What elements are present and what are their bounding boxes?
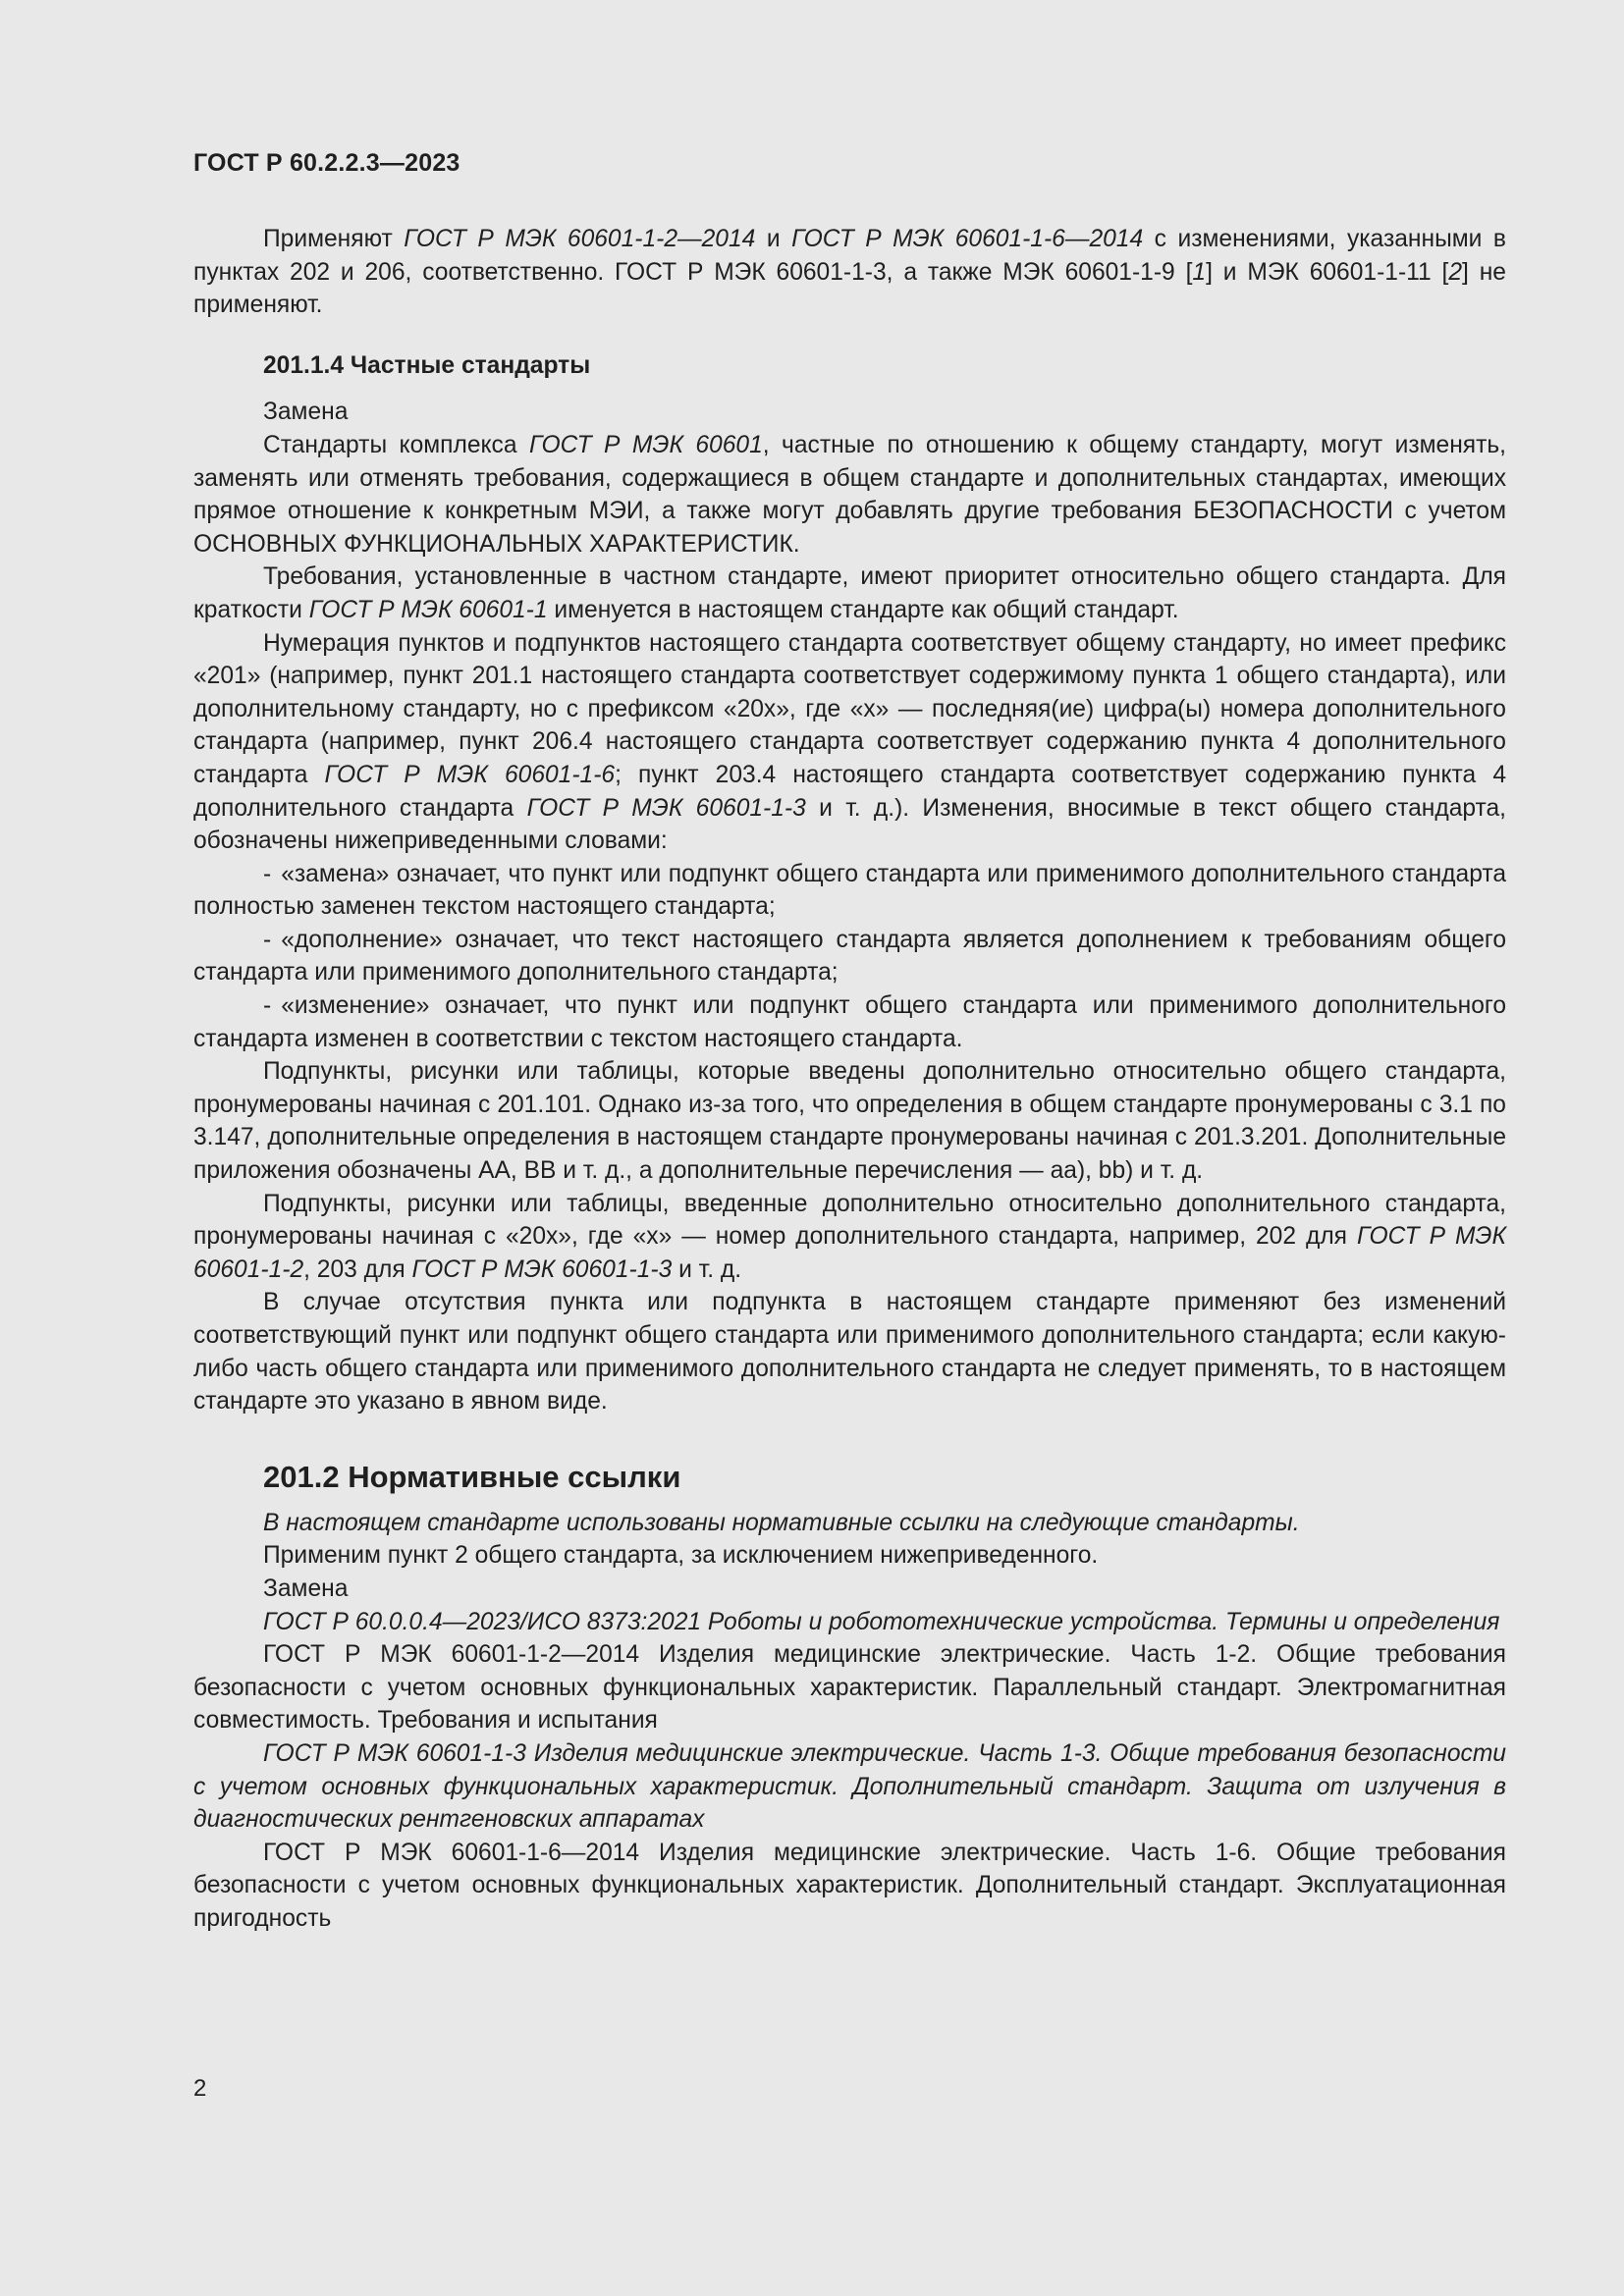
paragraph-priority xyxy=(193,561,1506,626)
list-item: - «замена» означает, что пункт или подпункт общего стандарта или применимого дополнительного стандарта полностью заменен текстом настоящего стандарта; xyxy=(193,860,1506,921)
paragraph-standards xyxy=(193,429,1506,561)
text-run: Стандарты комплекса xyxy=(263,431,529,458)
paragraph-subclauses-additional xyxy=(193,1188,1506,1287)
italic-run: ГОСТ Р МЭК 60601-1-6 xyxy=(324,761,616,788)
replacement-label: Замена xyxy=(263,1575,349,1602)
text-run: ; пункт 203.4 настоящего стандарта соответствует содержанию пункта 4 дополнительного стандарта xyxy=(193,761,1506,822)
section-heading-201-1-4: 201.1.4 Частные стандарты xyxy=(263,351,591,379)
document-body xyxy=(193,223,1506,1936)
document-page xyxy=(193,0,1506,2296)
reference-item: ГОСТ Р МЭК 60601-1-2—2014 Изделия медицинские электрические. Часть 1-2. Общие требования безопасности с учетом основных функциональных характеристик. Параллельный стандарт. Электромагнитная совместимость. Требования и испытания xyxy=(193,1641,1506,1735)
document-header: ГОСТ Р 60.2.2.3—2023 xyxy=(193,149,460,177)
text-run: , частные по отношению к общему стандарту, могут изменять, заменять или отменять требования, содержащиеся в общем стандарте и дополнительных стандартах, имеющих прямое отношение к конкретным МЭИ, а также могут добавлять другие требования БЕЗОПАСНОСТИ с учетом ОСНОВНЫХ ФУНКЦИОНАЛЬНЫХ ХАРАКТЕРИСТИК. xyxy=(193,431,1506,558)
italic-run: ГОСТ Р МЭК 60601-1 xyxy=(308,596,548,623)
paragraph-intro xyxy=(193,223,1506,322)
text-run: Применяют xyxy=(263,226,405,252)
text-run: и xyxy=(755,226,792,252)
list-dash: - xyxy=(263,992,272,1020)
section-heading-201-2: 201.2 Нормативные ссылки xyxy=(263,1459,681,1494)
italic-run: ГОСТ Р МЭК 60601 xyxy=(528,431,763,458)
paragraph-references-intro: В настоящем стандарте использованы нормативные ссылки на следующие стандарты. xyxy=(263,1509,1300,1536)
text-run: ] не применяют. xyxy=(193,258,1506,319)
text-run: Требования, установленные в частном стандарте, имеют приоритет относительно общего стандарта. Для краткости xyxy=(193,563,1506,623)
reference-item: ГОСТ Р МЭК 60601-1-6—2014 Изделия медицинские электрические. Часть 1-6. Общие требования безопасности с учетом основных функциональных характеристик. Дополнительный стандарт. Эксплуатационная пригодность xyxy=(193,1839,1506,1932)
paragraph-apply: Применим пункт 2 общего стандарта, за исключением нижеприведенного. xyxy=(263,1542,1099,1570)
list-item: - «изменение» означает, что пункт или подпункт общего стандарта или применимого дополнительного стандарта изменен в соответствии с текстом настоящего стандарта. xyxy=(193,992,1506,1052)
text-run: Подпункты, рисунки или таблицы, введенные дополнительно относительно дополнительного стандарта, пронумерованы начиная с «20х», где «х» — номер дополнительного стандарта, например, 202 для xyxy=(193,1190,1506,1251)
paragraph-absence: В случае отсутствия пункта или подпункта в настоящем стандарте применяют без изменений соответствующий пункт или подпункт общего стандарта или применимого дополнительного стандарта; если какую-либо часть общего стандарта или применимого дополнительного стандарта не следует применять, то в настоящем стандарте это указано в явном виде. xyxy=(193,1289,1506,1415)
italic-run: ГОСТ Р МЭК 60601-1-2 xyxy=(193,1223,1506,1283)
reference-item: ГОСТ Р 60.0.0.4—2023/ИСО 8373:2021 Роботы и робототехнические устройства. Термины и определения xyxy=(263,1608,1500,1635)
replacement-label: Замена xyxy=(263,399,349,426)
list-item: - «дополнение» означает, что текст настоящего стандарта является дополнением к требованиям общего стандарта или применимого дополнительного стандарта; xyxy=(193,926,1506,987)
italic-run: ГОСТ Р МЭК 60601-1-2—2014 xyxy=(404,226,756,252)
text-run: с изменениями, указанными в пунктах 202 и 206, соответственно. ГОСТ Р МЭК 60601-1-3, а также МЭК 60601-1-9 [ xyxy=(193,226,1506,286)
reference-item: ГОСТ Р МЭК 60601-1-3 Изделия медицинские электрические. Часть 1-3. Общие требования безопасности с учетом основных функциональных характеристик. Дополнительный стандарт. Защита от излучения в диагностических рентгеновских аппаратах xyxy=(193,1739,1506,1834)
list-dash: - xyxy=(263,926,272,953)
text-run: именуется в настоящем стандарте как общий стандарт. xyxy=(547,596,1179,623)
text-run: Нумерация пунктов и подпунктов настоящего стандарта соответствует общему стандарту, но имеет префикс «201» (например, пункт 201.1 настоящего стандарта соответствует содержимому пункта 1 общего стандарта), или дополнительному стандарту, но с префиксом «20х», где «х» — последняя(ие) цифра(ы) номера дополнительного стандарта (например, пункт 206.4 настоящего стандарта соответствует содержанию пункта 4 дополнительного стандарта xyxy=(193,629,1506,788)
text-run: ] и МЭК 60601-1-11 [ xyxy=(1206,258,1449,286)
list-dash: - xyxy=(263,860,272,887)
text-run: и т. д.). Изменения, вносимые в текст общего стандарта, обозначены нижеприведенными словами: xyxy=(193,794,1507,855)
page-number: 2 xyxy=(193,2075,207,2102)
italic-run: ГОСТ Р МЭК 60601-1-6—2014 xyxy=(791,226,1144,252)
text-run: и т. д. xyxy=(672,1255,742,1283)
paragraph-numbering xyxy=(193,627,1506,858)
italic-run: 2 xyxy=(1448,258,1463,286)
paragraph-subclauses: Подпункты, рисунки или таблицы, которые введены дополнительно относительно общего стандарта, пронумерованы начиная с 201.101. Однако из-за того, что определения в общем стандарте пронумерованы с 3.1 по 3.147, дополнительные определения в настоящем стандарте пронумерованы начиная с 201.3.201. Дополнительные приложения обозначены АА, ВВ и т. д., а дополнительные перечисления — аа), bb) и т. д. xyxy=(193,1058,1506,1185)
italic-run: 1 xyxy=(1192,258,1207,286)
text-run: , 203 для xyxy=(303,1255,412,1283)
italic-run: ГОСТ Р МЭК 60601-1-3 xyxy=(526,794,806,822)
italic-run: ГОСТ Р МЭК 60601-1-3 xyxy=(411,1255,673,1283)
